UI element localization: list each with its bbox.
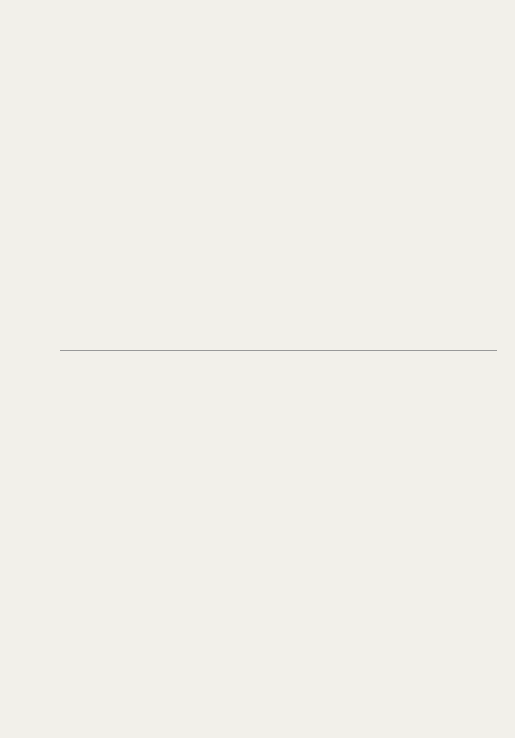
section-divider [60, 350, 497, 351]
lower-section [52, 360, 497, 690]
upper-section [52, 40, 497, 340]
